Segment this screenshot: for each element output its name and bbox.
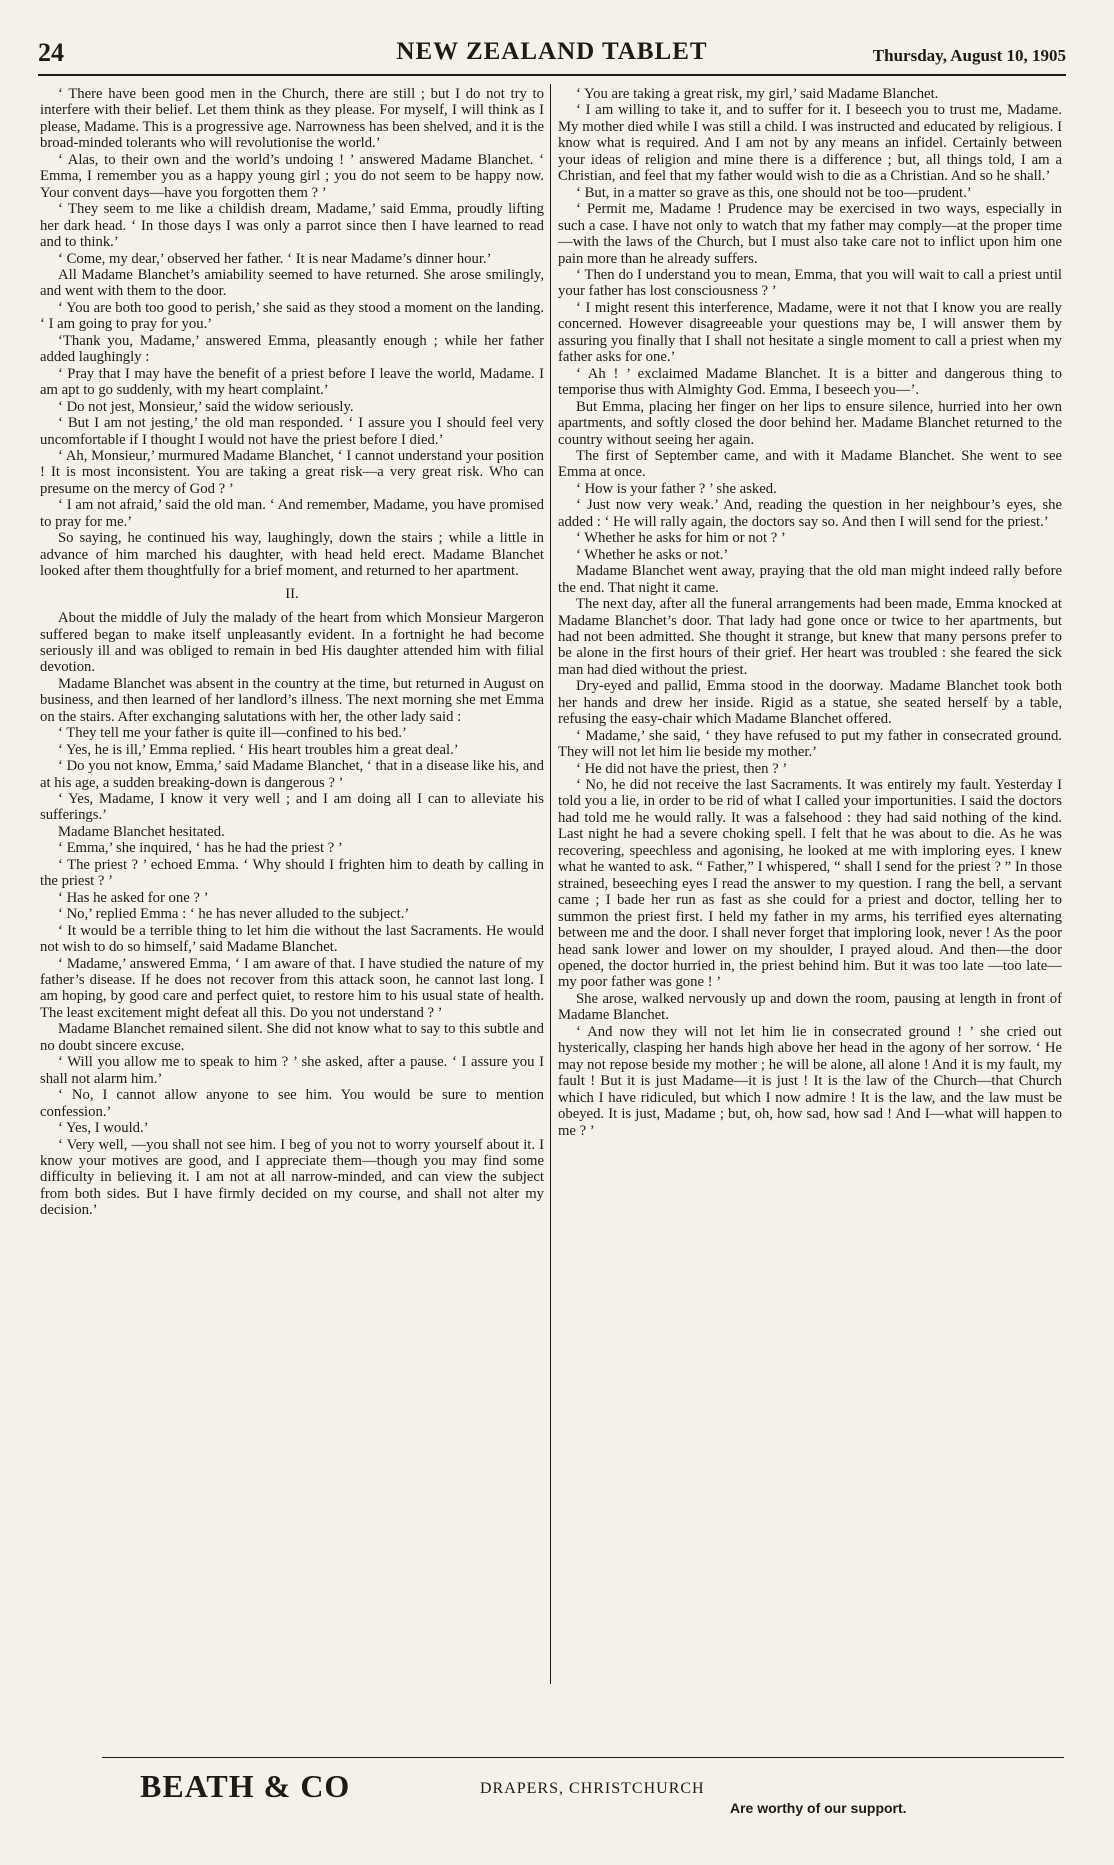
- paragraph: Madame Blanchet was absent in the country at the time, but returned in August on business, and then learned of her landlord’s illness. The next morning she met Emma on the stairs. After exchanging salutations with her, the other lady said :: [40, 675, 544, 725]
- paragraph: But Emma, placing her finger on her lips to ensure silence, hurried into her own apartments, and softly closed the door behind her. Madame Blanchet returned to the country without seeing her again.: [558, 398, 1062, 448]
- column-divider: [550, 84, 551, 1684]
- masthead-title: NEW ZEALAND TABLET: [396, 38, 708, 65]
- paragraph: ‘ I am willing to take it, and to suffer for it. I beseech you to trust me, Madame. My mother died while I was still a child. I was instructed and educated by religious. I know what is required. And I am not by any means an infidel. Certainly between your ideas of religion and mine there is a difference ; but, all things told, I am a Christian, and feel that my father would wish to die as a Christian. And so he shall.’: [558, 102, 1062, 185]
- paragraph: ‘ Alas, to their own and the world’s undoing ! ’ answered Madame Blanchet. ‘ Emma, I remember you as a happy young girl ; you do not seem to be happy now. Your convent days—have you forgotten them ? ’: [40, 151, 544, 201]
- paragraph: Madame Blanchet remained silent. She did not know what to say to this subtle and no doubt sincere excuse.: [40, 1021, 544, 1054]
- paragraph: ‘ Yes, Madame, I know it very well ; and I am doing all I can to alleviate his sufferings.’: [40, 791, 544, 824]
- paragraph: ‘ Madame,’ answered Emma, ‘ I am aware of that. I have studied the nature of my father’s disease. If he does not recover from this attack soon, he cannot last long. I am hoping, by good care and perfect quiet, to restore him to his usual state of health. The least excitement might defeat all this. Do you not understand ? ’: [40, 955, 544, 1021]
- paragraph: ‘ How is your father ? ’ she asked.: [576, 480, 777, 497]
- footer-rule: [102, 1757, 1064, 1758]
- paragraph: Madame Blanchet went away, praying that the old man might indeed rally before the end. That night it came.: [558, 563, 1062, 596]
- advertiser-business: DRAPERS, CHRISTCHURCH: [480, 1780, 705, 1797]
- paragraph: ‘ You are taking a great risk, my girl,’ said Madame Blanchet.: [576, 86, 939, 102]
- paragraph: ‘ But I am not jesting,’ the old man responded. ‘ I assure you I should feel very uncomfortable if I thought I would not have the priest before I died.’: [40, 415, 544, 448]
- paragraph: ‘ But, in a matter so grave as this, one should not be too—prudent.’: [576, 184, 972, 201]
- paragraph: ‘ They tell me your father is quite ill—confined to his bed.’: [58, 725, 407, 742]
- paragraph: ‘ I might resent this interference, Madame, were it not that I know you are really concerned. However disagreeable your questions may be, I will answer them by assuring you finally that I shall not hesitate a single moment to call a priest when my father asks for one.’: [558, 299, 1062, 366]
- paragraph: Dry-eyed and pallid, Emma stood in the doorway. Madame Blanchet took both her hands and drew her inside. Rigid as a statue, she seated herself by a table, refusing the easy-chair which Madame Blanchet offered.: [558, 678, 1062, 728]
- paragraph: The first of September came, and with it Madame Blanchet. She went to see Emma at once.: [558, 447, 1062, 481]
- paragraph: ‘ It would be a terrible thing to let him die without the last Sacraments. He would not wish to do so himself,’ said Madame Blanchet.: [40, 922, 544, 956]
- paragraph: She arose, walked nervously up and down the room, pausing at length in front of Madame Blanchet.: [558, 990, 1062, 1024]
- article-columns: [38, 76, 1066, 1691]
- paragraph: ‘ Whether he asks or not.’: [576, 546, 729, 563]
- paragraph: ‘ Permit me, Madame ! Prudence may be exercised in two ways, especially in such a case. I have not only to watch that my father may comply—at the proper time—with the laws of the Church, but I must also take care not to inflict upon him one pain more than he already suffers.: [558, 201, 1062, 267]
- paragraph: ‘ Pray that I may have the benefit of a priest before I leave the world, Madame. I am apt to go suddenly, with my heart complaint.’: [40, 365, 544, 399]
- advertisement-footer: [140, 1768, 1040, 1828]
- paragraph: ‘ No, I cannot allow anyone to see him. You would be sure to mention confession.’: [40, 1087, 544, 1120]
- paragraph: ‘ Come, my dear,’ observed her father. ‘ It is near Madame’s dinner hour.’: [58, 250, 492, 267]
- paragraph: All Madame Blanchet’s amiability seemed to have returned. She arose smilingly, and went with them to the door.: [40, 266, 544, 300]
- paragraph: ‘ Do you not know, Emma,’ said Madame Blanchet, ‘ that in a disease like his, and at his age, a sudden breaking-down is dangerous ? ’: [40, 758, 544, 791]
- paragraph: About the middle of July the malady of the heart from which Monsieur Margeron suffered began to make itself unpleasantly evident. In a fortnight he had become seriously ill and was obliged to remain in bed His daughter attended him with filial devotion.: [40, 610, 544, 676]
- issue-date: Thursday, August 10, 1905: [872, 46, 1066, 65]
- paragraph: ‘ I am not afraid,’ said the old man. ‘ And remember, Madame, you have promised to pray for me.’: [40, 497, 544, 530]
- paragraph: ‘ Whether he asks for him or not ? ’: [576, 530, 786, 547]
- paragraph: ‘ Then do I understand you to mean, Emma, that you will wait to call a priest until your father has lost consciousness ? ’: [558, 266, 1062, 300]
- paragraph: Madame Blanchet hesitated.: [58, 823, 225, 840]
- paragraph: ‘ They seem to me like a childish dream, Madame,’ said Emma, proudly lifting her dark head. ‘ In those days I was only a parrot since then I have learned to read and to think.’: [40, 201, 544, 251]
- paragraph: ‘ You are both too good to perish,’ she said as they stood a moment on the landing. ‘ I am going to pray for you.’: [40, 299, 544, 333]
- paragraph: ‘ Yes, I would.’: [58, 1120, 149, 1137]
- paragraph: ‘ No, he did not receive the last Sacraments. It was entirely my fault. Yesterday I told you a lie, in order to be rid of what I called your importunities. I said the doctors had told me he would rally. It was a falsehood : they had said nothing of the kind. Last night he had a severe choking spell. I felt that he was about to die. As he was recovering, speechless and agonising, he looked at me with imploring eyes. I knew what he wanted to ask. “ Father,” I whispered, “ shall I send for the priest ? ” In those strained, beseeching eyes I read the answer to my question. I rang the bell, a servant came ; I bade her run as fast as she could for a priest and doctor, telling her to summon the priest first. I held my father in my arms, his terrified eyes alternating between me and the door. I shall never forget that imploring look, never ! As the poor head sank lower and lower on my shoulder, I prayed aloud. And then—the door opened, the doctor hurried in, the priest behind him. But it was too late —too late—my poor father was gone ! ’: [558, 777, 1062, 991]
- paragraph: ‘ Has he asked for one ? ’: [58, 889, 209, 906]
- paragraph: ‘ Emma,’ she inquired, ‘ has he had the priest ? ’: [58, 840, 343, 857]
- paragraph: ‘ No,’ replied Emma : ‘ he has never alluded to the subject.’: [58, 906, 410, 923]
- advertiser-slogan: Are worthy of our support.: [730, 1800, 907, 1816]
- page-header: [38, 38, 1066, 72]
- paragraph: ‘ Do not jest, Monsieur,’ said the widow seriously.: [58, 398, 354, 415]
- paragraph: ‘ And now they will not let him lie in consecrated ground ! ’ she cried out hysterically, clasping her hands high above her head in the agony of her sorrow. ‘ He may not repose beside my mother ; he will be alone, all alone ! And it is my fault, my fault ! But it is just Madame—it is just ! It is the law of the Church—that Church which I have ridiculed, but which I now admire ! It is the law, and the law must be obeyed. It is just, Madame ; but, oh, how sad, how sad ! And I—what will happen to me ? ’: [558, 1023, 1062, 1139]
- paragraph: ‘ Will you allow me to speak to him ? ’ she asked, after a pause. ‘ I assure you I shall not alarm him.’: [40, 1054, 544, 1087]
- paragraph: ‘ Ah ! ’ exclaimed Madame Blanchet. It is a bitter and dangerous thing to temporise thus with Almighty God. Emma, I beseech you—’.: [558, 365, 1062, 399]
- paragraph: ‘Thank you, Madame,’ answered Emma, pleasantly enough ; while her father added laughingly :: [40, 332, 544, 366]
- paragraph: ‘ Madame,’ she said, ‘ they have refused to put my father in consecrated ground. They will not let him lie beside my mother.’: [558, 727, 1062, 761]
- right-column: [558, 86, 1062, 1686]
- paragraph: The next day, after all the funeral arrangements had been made, Emma knocked at Madame Blanchet’s door. That lady had gone once or twice to her apartments, but had not been admitted. She thought it strange, but knew that many persons prefer to be alone in the first hours of their grief. Her heart was troubled : she feared the sick man had died without the priest.: [558, 596, 1062, 678]
- page-number: 24: [38, 38, 64, 67]
- section-heading: II.: [285, 585, 299, 602]
- paragraph: ‘ The priest ? ’ echoed Emma. ‘ Why should I frighten him to death by calling in the priest ? ’: [40, 856, 544, 890]
- paragraph: ‘ Ah, Monsieur,’ murmured Madame Blanchet, ‘ I cannot understand your position ! It is most inconsistent. You are taking a great risk—a very great risk. Who can presume on the mercy of God ? ’: [40, 447, 544, 497]
- paragraph: So saying, he continued his way, laughingly, down the stairs ; while a little in advance of him marched his daughter, with head held erect. Madame Blanchet looked after them thoughtfully for a brief moment, and returned to her apartment.: [40, 530, 544, 580]
- paragraph: ‘ Very well, —you shall not see him. I beg of you not to worry yourself about it. I know your motives are good, and I appreciate them—though you may find some difficulty in believing it. I am not at all narrow-minded, and can view the subject from both sides. But I have firmly decided on my course, and shall not alter my decision.’: [40, 1136, 544, 1219]
- paragraph: ‘ He did not have the priest, then ? ’: [576, 760, 788, 777]
- paragraph: ‘ There have been good men in the Church, there are still ; but I do not try to interfere with their belief. Let them think as they please. For myself, I will think as I please, Madame. This is a progressive age. Narrowness has been shelved, and it is the broad-minded tolerants who will revolutionise the world.’: [40, 86, 544, 152]
- advertiser-name: BEATH & CO: [140, 1768, 351, 1804]
- paragraph: ‘ Yes, he is ill,’ Emma replied. ‘ His heart troubles him a great deal.’: [58, 741, 459, 758]
- left-column: [40, 86, 544, 1686]
- paragraph: ‘ Just now very weak.’ And, reading the question in her neighbour’s eyes, she added : ‘ He will rally again, the doctors say so. And then I will send for the priest.’: [558, 497, 1062, 530]
